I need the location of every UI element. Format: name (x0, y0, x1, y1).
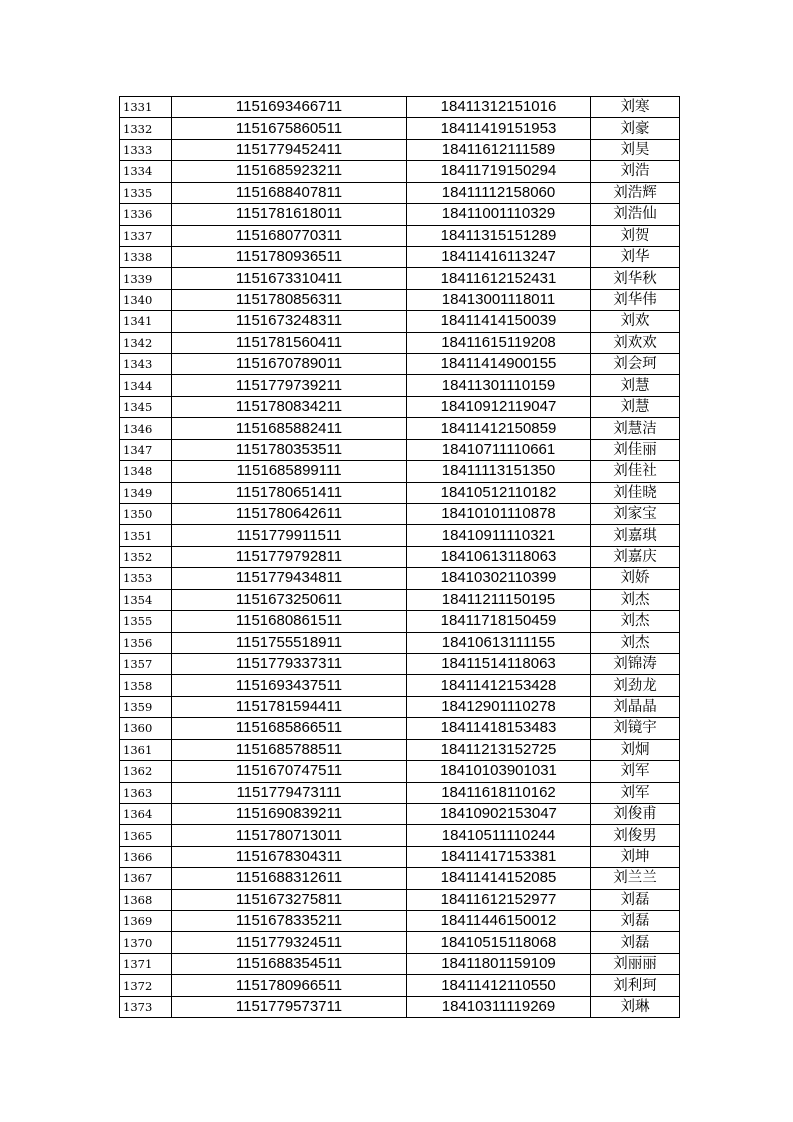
row-index-cell: 1337 (120, 225, 172, 246)
table-row (120, 525, 680, 546)
candidate-id-cell: 1151779792811 (172, 546, 407, 567)
row-index-cell: 1362 (120, 761, 172, 782)
candidate-id-cell: 1151779337311 (172, 653, 407, 674)
registration-code-cell: 18411417153381 (407, 846, 591, 867)
candidate-id-cell: 1151685882411 (172, 418, 407, 439)
registration-code-cell: 18410103901031 (407, 761, 591, 782)
candidate-id-cell: 1151779434811 (172, 568, 407, 589)
candidate-id-cell: 1151779324511 (172, 932, 407, 953)
candidate-id-cell: 1151755518911 (172, 632, 407, 653)
table-row (120, 953, 680, 974)
table-row (120, 139, 680, 160)
row-index-cell: 1371 (120, 953, 172, 974)
table-row (120, 461, 680, 482)
registration-code-cell: 18411719150294 (407, 161, 591, 182)
table-row (120, 696, 680, 717)
row-index-cell: 1335 (120, 182, 172, 203)
registration-code-cell: 18411412110550 (407, 975, 591, 996)
row-index-cell: 1359 (120, 696, 172, 717)
row-index-cell: 1347 (120, 439, 172, 460)
table-row (120, 182, 680, 203)
table-row (120, 418, 680, 439)
row-index-cell: 1336 (120, 204, 172, 225)
row-index-cell: 1341 (120, 311, 172, 332)
person-name-cell: 刘欢欢 (591, 332, 680, 353)
row-index-cell: 1345 (120, 396, 172, 417)
person-name-cell: 刘慧 (591, 375, 680, 396)
registration-code-cell: 18411801159109 (407, 953, 591, 974)
candidate-id-cell: 1151673250611 (172, 589, 407, 610)
row-index-cell: 1369 (120, 911, 172, 932)
candidate-id-cell: 1151675860511 (172, 118, 407, 139)
table-row (120, 589, 680, 610)
table-row (120, 975, 680, 996)
table-row (120, 311, 680, 332)
candidate-id-cell: 1151780834211 (172, 396, 407, 417)
row-index-cell: 1372 (120, 975, 172, 996)
table-row (120, 825, 680, 846)
registration-code-cell: 18410711110661 (407, 439, 591, 460)
table-row (120, 868, 680, 889)
row-index-cell: 1339 (120, 268, 172, 289)
candidate-id-cell: 1151685923211 (172, 161, 407, 182)
table-row (120, 932, 680, 953)
registration-code-cell: 18411412153428 (407, 675, 591, 696)
registration-code-cell: 18411446150012 (407, 911, 591, 932)
table-row (120, 782, 680, 803)
row-index-cell: 1364 (120, 803, 172, 824)
registration-code-cell: 18411301110159 (407, 375, 591, 396)
table-row (120, 653, 680, 674)
table-row (120, 482, 680, 503)
table-row (120, 846, 680, 867)
person-name-cell: 刘华 (591, 246, 680, 267)
registration-code-cell: 18411414150039 (407, 311, 591, 332)
person-name-cell: 刘劲龙 (591, 675, 680, 696)
table-row (120, 268, 680, 289)
row-index-cell: 1352 (120, 546, 172, 567)
row-index-cell: 1349 (120, 482, 172, 503)
row-index-cell: 1348 (120, 461, 172, 482)
table-row (120, 289, 680, 310)
person-name-cell: 刘杰 (591, 611, 680, 632)
person-name-cell: 刘磊 (591, 911, 680, 932)
registration-code-cell: 18411718150459 (407, 611, 591, 632)
registration-code-cell: 18411416113247 (407, 246, 591, 267)
row-index-cell: 1346 (120, 418, 172, 439)
person-name-cell: 刘慧 (591, 396, 680, 417)
table-row (120, 504, 680, 525)
candidate-id-cell: 1151779452411 (172, 139, 407, 160)
candidate-id-cell: 1151685866511 (172, 718, 407, 739)
person-name-cell: 刘杰 (591, 632, 680, 653)
person-name-cell: 刘华秋 (591, 268, 680, 289)
table-row (120, 911, 680, 932)
row-index-cell: 1367 (120, 868, 172, 889)
candidate-id-cell: 1151780713011 (172, 825, 407, 846)
registration-code-cell: 18411514118063 (407, 653, 591, 674)
registration-code-cell: 18412901110278 (407, 696, 591, 717)
candidate-id-cell: 1151673275811 (172, 889, 407, 910)
person-name-cell: 刘娇 (591, 568, 680, 589)
candidate-id-cell: 1151780642611 (172, 504, 407, 525)
registration-code-cell: 18410613111155 (407, 632, 591, 653)
table-row (120, 354, 680, 375)
row-index-cell: 1360 (120, 718, 172, 739)
registration-code-cell: 18411612111589 (407, 139, 591, 160)
registration-code-cell: 18410911110321 (407, 525, 591, 546)
row-index-cell: 1356 (120, 632, 172, 653)
registration-code-cell: 18411612152431 (407, 268, 591, 289)
table-row (120, 161, 680, 182)
candidate-id-cell: 1151670789011 (172, 354, 407, 375)
person-name-cell: 刘会珂 (591, 354, 680, 375)
row-index-cell: 1353 (120, 568, 172, 589)
candidate-id-cell: 1151680770311 (172, 225, 407, 246)
person-name-cell: 刘家宝 (591, 504, 680, 525)
row-index-cell: 1338 (120, 246, 172, 267)
candidate-id-cell: 1151688407811 (172, 182, 407, 203)
candidate-id-cell: 1151673248311 (172, 311, 407, 332)
row-index-cell: 1334 (120, 161, 172, 182)
person-name-cell: 刘佳丽 (591, 439, 680, 460)
person-name-cell: 刘嘉庆 (591, 546, 680, 567)
row-index-cell: 1342 (120, 332, 172, 353)
registration-code-cell: 18411213152725 (407, 739, 591, 760)
table-row (120, 375, 680, 396)
registration-code-cell: 18411612152977 (407, 889, 591, 910)
person-name-cell: 刘磊 (591, 932, 680, 953)
row-index-cell: 1343 (120, 354, 172, 375)
table-row (120, 118, 680, 139)
registration-code-cell: 18410902153047 (407, 803, 591, 824)
candidate-id-cell: 1151780353511 (172, 439, 407, 460)
person-name-cell: 刘佳晓 (591, 482, 680, 503)
candidate-id-cell: 1151693466711 (172, 97, 407, 118)
person-name-cell: 刘浩 (591, 161, 680, 182)
registration-code-cell: 18411414900155 (407, 354, 591, 375)
row-index-cell: 1354 (120, 589, 172, 610)
candidate-id-cell: 1151678335211 (172, 911, 407, 932)
registration-code-cell: 18410511110244 (407, 825, 591, 846)
person-name-cell: 刘贺 (591, 225, 680, 246)
person-name-cell: 刘昊 (591, 139, 680, 160)
person-name-cell: 刘慧洁 (591, 418, 680, 439)
row-index-cell: 1355 (120, 611, 172, 632)
person-name-cell: 刘锦涛 (591, 653, 680, 674)
table-row (120, 718, 680, 739)
person-name-cell: 刘欢 (591, 311, 680, 332)
person-name-cell: 刘军 (591, 761, 680, 782)
candidate-id-cell: 1151779739211 (172, 375, 407, 396)
person-name-cell: 刘利珂 (591, 975, 680, 996)
registration-code-cell: 18411315151289 (407, 225, 591, 246)
person-name-cell: 刘俊甫 (591, 803, 680, 824)
person-name-cell: 刘兰兰 (591, 868, 680, 889)
registration-code-cell: 18411112158060 (407, 182, 591, 203)
row-index-cell: 1368 (120, 889, 172, 910)
registration-code-cell: 18411312151016 (407, 97, 591, 118)
table-row (120, 97, 680, 118)
registration-code-cell: 18411419151953 (407, 118, 591, 139)
registration-code-cell: 18411618110162 (407, 782, 591, 803)
candidate-id-cell: 1151670747511 (172, 761, 407, 782)
table-row (120, 996, 680, 1017)
table-row (120, 568, 680, 589)
row-index-cell: 1351 (120, 525, 172, 546)
table-row (120, 739, 680, 760)
person-name-cell: 刘佳社 (591, 461, 680, 482)
candidate-id-cell: 1151779473111 (172, 782, 407, 803)
candidate-id-cell: 1151781594411 (172, 696, 407, 717)
row-index-cell: 1358 (120, 675, 172, 696)
row-index-cell: 1344 (120, 375, 172, 396)
candidate-id-cell: 1151780651411 (172, 482, 407, 503)
registration-code-cell: 18411001110329 (407, 204, 591, 225)
registration-code-cell: 18411412150859 (407, 418, 591, 439)
row-index-cell: 1365 (120, 825, 172, 846)
candidate-id-cell: 1151685788511 (172, 739, 407, 760)
person-name-cell: 刘华伟 (591, 289, 680, 310)
table-row (120, 632, 680, 653)
candidate-id-cell: 1151690839211 (172, 803, 407, 824)
row-index-cell: 1366 (120, 846, 172, 867)
table-row (120, 546, 680, 567)
candidate-id-cell: 1151678304311 (172, 846, 407, 867)
table-row (120, 761, 680, 782)
table-row (120, 611, 680, 632)
candidate-id-cell: 1151780966511 (172, 975, 407, 996)
registration-code-cell: 18410101110878 (407, 504, 591, 525)
registration-code-cell: 18410302110399 (407, 568, 591, 589)
roster-table (119, 96, 680, 1018)
table-row (120, 225, 680, 246)
person-name-cell: 刘嘉琪 (591, 525, 680, 546)
person-name-cell: 刘坤 (591, 846, 680, 867)
candidate-id-cell: 1151779911511 (172, 525, 407, 546)
person-name-cell: 刘丽丽 (591, 953, 680, 974)
person-name-cell: 刘杰 (591, 589, 680, 610)
person-name-cell: 刘磊 (591, 889, 680, 910)
table-row (120, 803, 680, 824)
candidate-id-cell: 1151688312611 (172, 868, 407, 889)
registration-code-cell: 18411418153483 (407, 718, 591, 739)
candidate-id-cell: 1151780936511 (172, 246, 407, 267)
person-name-cell: 刘晶晶 (591, 696, 680, 717)
registration-code-cell: 18410311119269 (407, 996, 591, 1017)
registration-code-cell: 18413001118011 (407, 289, 591, 310)
candidate-id-cell: 1151693437511 (172, 675, 407, 696)
table-row (120, 332, 680, 353)
registration-code-cell: 18410613118063 (407, 546, 591, 567)
row-index-cell: 1363 (120, 782, 172, 803)
candidate-id-cell: 1151780856311 (172, 289, 407, 310)
person-name-cell: 刘军 (591, 782, 680, 803)
registration-code-cell: 18410515118068 (407, 932, 591, 953)
candidate-id-cell: 1151781560411 (172, 332, 407, 353)
person-name-cell: 刘俊男 (591, 825, 680, 846)
table-row (120, 204, 680, 225)
row-index-cell: 1332 (120, 118, 172, 139)
registration-code-cell: 18411113151350 (407, 461, 591, 482)
table-row (120, 889, 680, 910)
person-name-cell: 刘豪 (591, 118, 680, 139)
registration-code-cell: 18410912119047 (407, 396, 591, 417)
person-name-cell: 刘镜宇 (591, 718, 680, 739)
table-row (120, 396, 680, 417)
registration-code-cell: 18410512110182 (407, 482, 591, 503)
person-name-cell: 刘浩辉 (591, 182, 680, 203)
roster-table-body (120, 97, 680, 1018)
candidate-id-cell: 1151779573711 (172, 996, 407, 1017)
registration-code-cell: 18411211150195 (407, 589, 591, 610)
row-index-cell: 1373 (120, 996, 172, 1017)
row-index-cell: 1331 (120, 97, 172, 118)
candidate-id-cell: 1151781618011 (172, 204, 407, 225)
row-index-cell: 1357 (120, 653, 172, 674)
person-name-cell: 刘炯 (591, 739, 680, 760)
row-index-cell: 1361 (120, 739, 172, 760)
table-row (120, 675, 680, 696)
row-index-cell: 1370 (120, 932, 172, 953)
person-name-cell: 刘浩仙 (591, 204, 680, 225)
person-name-cell: 刘寒 (591, 97, 680, 118)
row-index-cell: 1350 (120, 504, 172, 525)
table-row (120, 246, 680, 267)
candidate-id-cell: 1151685899111 (172, 461, 407, 482)
person-name-cell: 刘琳 (591, 996, 680, 1017)
registration-code-cell: 18411615119208 (407, 332, 591, 353)
registration-code-cell: 18411414152085 (407, 868, 591, 889)
candidate-id-cell: 1151673310411 (172, 268, 407, 289)
table-row (120, 439, 680, 460)
row-index-cell: 1333 (120, 139, 172, 160)
candidate-id-cell: 1151680861511 (172, 611, 407, 632)
candidate-id-cell: 1151688354511 (172, 953, 407, 974)
row-index-cell: 1340 (120, 289, 172, 310)
